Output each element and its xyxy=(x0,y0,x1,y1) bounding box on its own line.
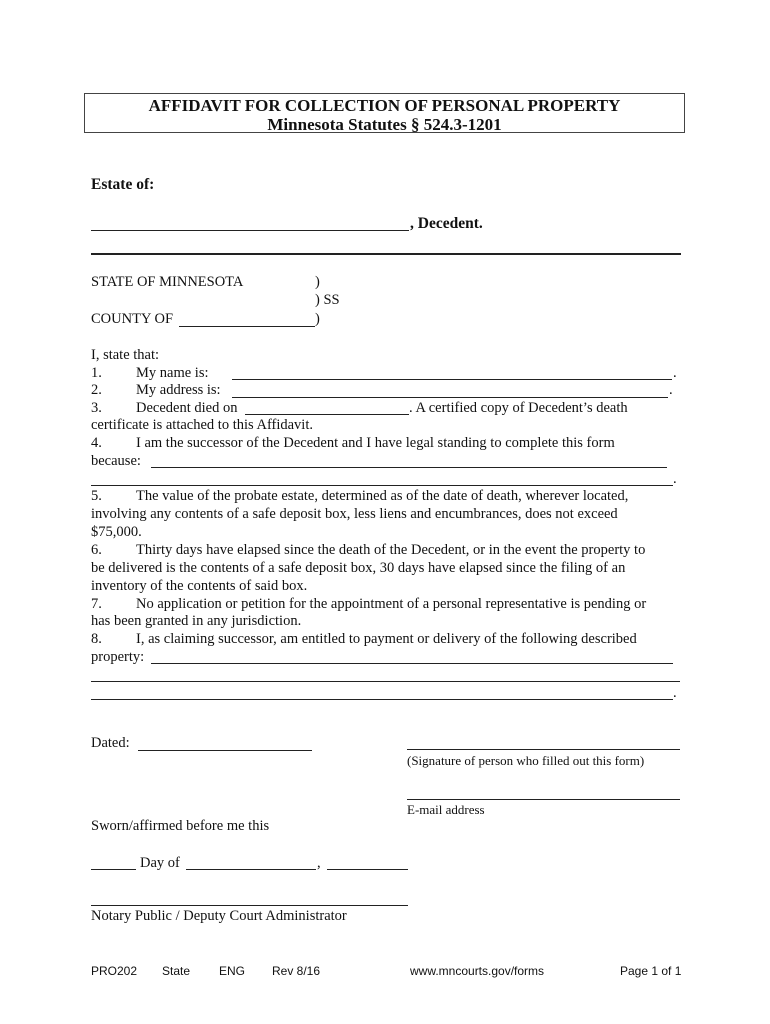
intro-text: I, state that: xyxy=(91,347,160,363)
item-number-1: 1. xyxy=(91,365,102,381)
because-field[interactable] xyxy=(151,467,667,468)
signature-field[interactable] xyxy=(407,749,680,750)
day-of-label: Day of xyxy=(140,855,180,871)
estate-label: Estate of: xyxy=(91,176,155,193)
thirty-days-text-3: inventory of the contents of said box. xyxy=(91,578,308,594)
item-number-5: 5. xyxy=(91,488,102,504)
ss-label: ) SS xyxy=(315,292,340,308)
death-date-label: Decedent died on xyxy=(136,400,238,416)
venue-paren-3: ) xyxy=(315,311,320,327)
venue-paren-1: ) xyxy=(315,274,320,290)
estate-value-text: The value of the probate estate, determined as of the date of death, wherever located, xyxy=(136,488,629,504)
dated-field[interactable] xyxy=(138,750,312,751)
decedent-name-field[interactable] xyxy=(91,230,409,231)
estate-value-text-2: involving any contents of a safe deposit box, less liens and encumbrances, does not exceed xyxy=(91,506,618,522)
footer-lang: ENG xyxy=(219,964,246,978)
item-number-3: 3. xyxy=(91,400,102,416)
property-field[interactable] xyxy=(151,663,673,664)
property-field-line-2[interactable] xyxy=(91,681,680,682)
because-field-line-2[interactable] xyxy=(91,485,673,486)
footer-state: State xyxy=(162,964,191,978)
name-field[interactable] xyxy=(232,379,672,380)
dated-label: Dated: xyxy=(91,735,130,751)
decedent-label: , Decedent. xyxy=(410,215,483,232)
because-label: because: xyxy=(91,453,141,469)
county-field[interactable] xyxy=(179,326,315,327)
thirty-days-text-2: be delivered is the contents of a safe deposit box, 30 days have elapsed since the filing of an xyxy=(91,560,626,576)
death-cert-text: . A certified copy of Decedent’s death xyxy=(409,400,628,416)
property-field-line-3[interactable] xyxy=(91,699,673,700)
footer-url[interactable]: www.mncourts.gov/forms xyxy=(410,964,545,978)
period: . xyxy=(669,382,673,398)
period: . xyxy=(673,365,677,381)
item-number-4: 4. xyxy=(91,435,102,451)
thirty-days-text: Thirty days have elapsed since the death of the Decedent, or in the event the property to xyxy=(136,542,646,558)
address-field[interactable] xyxy=(232,397,668,398)
date-comma: , xyxy=(317,855,321,871)
day-field[interactable] xyxy=(91,869,136,870)
item-number-6: 6. xyxy=(91,542,102,558)
death-date-field[interactable] xyxy=(245,414,409,415)
sworn-text: Sworn/affirmed before me this xyxy=(91,818,270,834)
month-field[interactable] xyxy=(186,869,316,870)
address-label: My address is: xyxy=(136,382,221,398)
death-cert-text-cont: certificate is attached to this Affidavit. xyxy=(91,417,313,433)
section-divider xyxy=(91,253,681,255)
period: . xyxy=(673,685,677,701)
title-box xyxy=(84,93,685,133)
entitled-text: I, as claiming successor, am entitled to payment or delivery of the following described xyxy=(136,631,637,647)
footer-page: Page 1 of 1 xyxy=(620,964,682,978)
no-application-text-2: has been granted in any jurisdiction. xyxy=(91,613,302,629)
form-title: AFFIDAVIT FOR COLLECTION OF PERSONAL PROPERTY xyxy=(148,96,621,115)
successor-text: I am the successor of the Decedent and I have legal standing to complete this form xyxy=(136,435,615,451)
item-number-7: 7. xyxy=(91,596,102,612)
year-field[interactable] xyxy=(327,869,408,870)
signature-caption: (Signature of person who filled out this form) xyxy=(407,753,645,768)
email-field[interactable] xyxy=(407,799,680,800)
estate-value-text-3: $75,000. xyxy=(91,524,142,540)
property-label: property: xyxy=(91,649,145,665)
name-label: My name is: xyxy=(136,365,209,381)
footer-form-id: PRO202 xyxy=(91,964,138,978)
item-number-8: 8. xyxy=(91,631,102,647)
period: . xyxy=(673,471,677,487)
county-label: COUNTY OF xyxy=(91,311,174,327)
state-label: STATE OF MINNESOTA xyxy=(91,274,244,290)
item-number-2: 2. xyxy=(91,382,102,398)
form-subtitle: Minnesota Statutes § 524.3-1201 xyxy=(267,115,502,134)
notary-signature-field[interactable] xyxy=(91,905,408,906)
email-caption: E-mail address xyxy=(407,802,485,817)
footer-rev: Rev 8/16 xyxy=(272,964,321,978)
no-application-text: No application or petition for the appointment of a personal representative is pending or xyxy=(136,596,647,612)
notary-label: Notary Public / Deputy Court Administrator xyxy=(91,908,347,924)
